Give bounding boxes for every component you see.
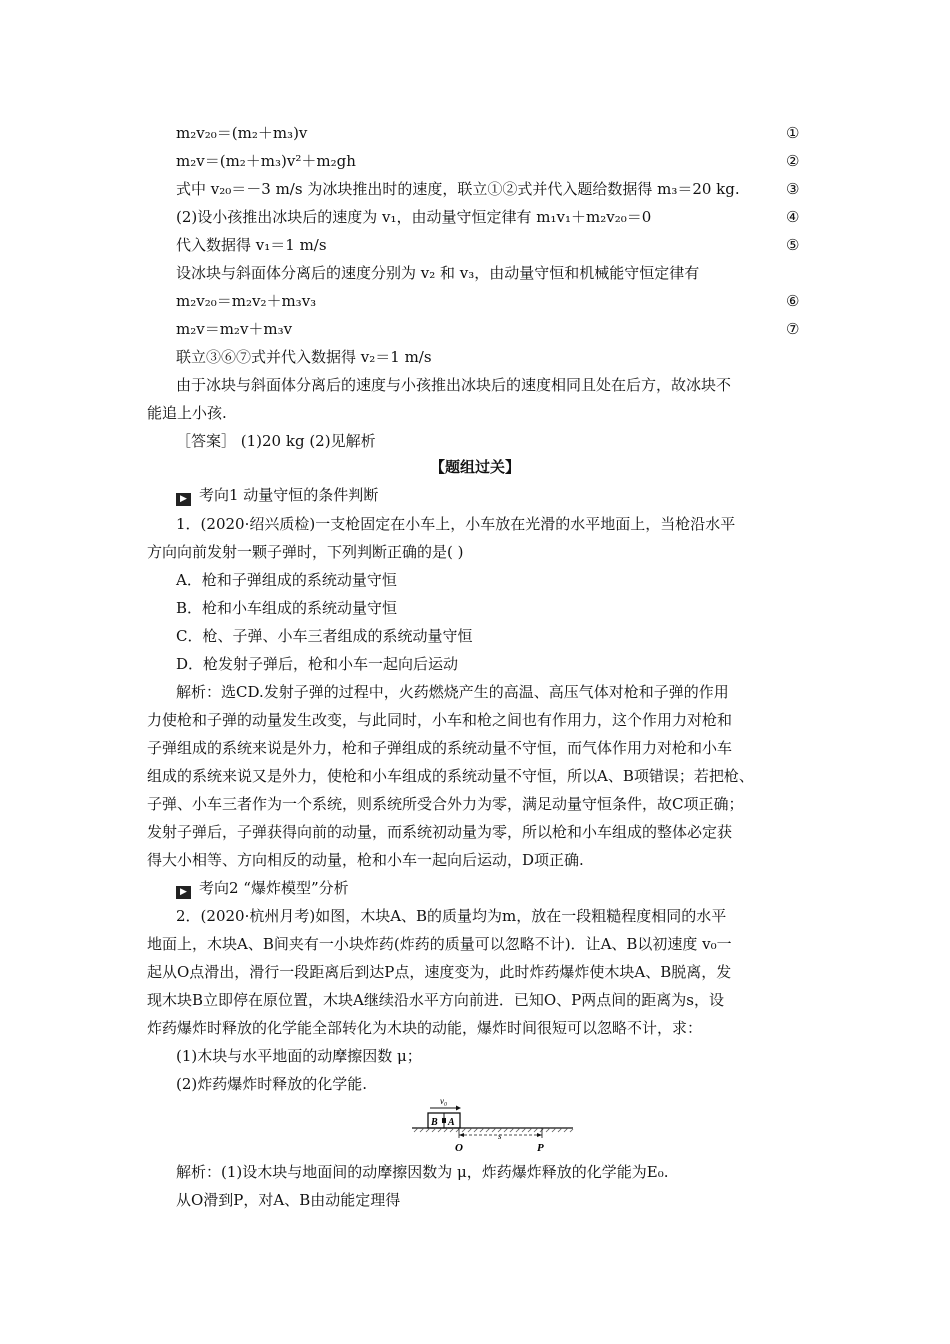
- block-a-label: A: [448, 1117, 455, 1128]
- q1-option-b: B．枪和小车组成的系统动量守恒: [176, 599, 398, 617]
- text-line-5: 代入数据得 v₁＝1 m/s: [176, 236, 327, 254]
- text-line-8: 联立③⑥⑦式并代入数据得 v₂＝1 m/s: [176, 348, 432, 366]
- kaoxiang-1-heading: [176, 485, 378, 506]
- section-title: 【题组过关】: [429, 458, 520, 476]
- q2-solution-line-1: 解析：(1)设木块与地面间的动摩擦因数为 μ，炸药爆炸释放的化学能为E₀.: [176, 1163, 669, 1181]
- q1-solution-line: 子弹、小车三者作为一个系统，则系统所受合外力为零，满足动量守恒条件，故C项正确；: [147, 795, 744, 813]
- q2-stem-line: 地面上，木块A、B间夹有一小块炸药(炸药的质量可以忽略不计)．让A、B以初速度 v₀一: [147, 935, 732, 953]
- text-line-3: 式中 v₂₀＝－3 m/s 为冰块推出时的速度，联立①②式并代入题给数据得 m₃＝20 kg.: [176, 180, 740, 198]
- kaoxiang-2-heading: [176, 878, 349, 899]
- q1-solution-line: 子弹组成的系统来说是外力，枪和子弹组成的系统动量不守恒，而气体作用力对枪和小车: [147, 739, 733, 757]
- q2-stem-line: 炸药爆炸时释放的化学能全部转化为木块的动能，爆炸时间很短可以忽略不计，求：: [147, 1019, 703, 1037]
- distance-arrow-right: [537, 1133, 542, 1137]
- q1-solution-line: 发射子弹后，子弹获得向前的动量，而系统初动量为零，所以枪和小车组成的整体必定获: [147, 823, 733, 841]
- distance-s-label: s: [498, 1131, 502, 1141]
- answer-line: ［答案］ (1)20 kg (2)见解析: [176, 432, 376, 450]
- q1-option-d: D．枪发射子弹后，枪和小车一起向后运动: [176, 655, 459, 673]
- blocks-on-ground-figure: [410, 1093, 575, 1155]
- q2-stem-line: 2．(2020·杭州月考)如图，木块A、B的质量均为m，放在一段粗糙程度相同的水平: [176, 907, 727, 925]
- kaoxiang-2-title: 考向2 “爆炸模型”分析: [199, 879, 349, 897]
- text-line-9b: 能追上小孩.: [147, 404, 227, 422]
- distance-arrow-left: [459, 1133, 464, 1137]
- equation-2: m₂v＝(m₂＋m₃)v²＋m₂gh: [176, 152, 356, 170]
- q2-solution-line-2: 从O滑到P，对A、B由动能定理得: [176, 1191, 401, 1209]
- equation-4-number: ④: [786, 208, 800, 226]
- text-line-6: 设冰块与斜面体分离后的速度分别为 v₂ 和 v₃，由动量守恒和机械能守恒定律有: [176, 264, 700, 282]
- q1-solution-line: 得大小相等、方向相反的动量，枪和小车一起向后运动，D项正确.: [147, 851, 584, 869]
- play-icon: ▶: [176, 493, 191, 506]
- q2-stem-line: 起从O点滑出，滑行一段距离后到达P点，速度变为，此时炸药爆炸使木块A、B脱离，发: [147, 963, 732, 981]
- play-icon: ▶: [176, 886, 191, 899]
- q1-option-c: C．枪、子弹、小车三者组成的系统动量守恒: [176, 627, 473, 645]
- point-o-label: O: [455, 1142, 463, 1154]
- q1-solution-line: 力使枪和子弹的动量发生改变，与此同时，小车和枪之间也有作用力，这个作用力对枪和: [147, 711, 733, 729]
- q2-stem-line: 现木块B立即停在原位置，木块A继续沿水平方向前进．已知O、P两点间的距离为s，设: [147, 991, 724, 1009]
- q1-stem-a: 1．(2020·绍兴质检)一支枪固定在小车上，小车放在光滑的水平地面上，当枪沿水平: [176, 515, 736, 533]
- figure-v0-label: v₀: [440, 1096, 448, 1106]
- q1-option-a: A．枪和子弹组成的系统动量守恒: [176, 571, 397, 589]
- text-line-9a: 由于冰块与斜面体分离后的速度与小孩推出冰块后的速度相同且处在后方，故冰块不: [176, 376, 732, 394]
- equation-5-number: ⑤: [786, 236, 800, 254]
- explosive-mark: [442, 1118, 446, 1123]
- kaoxiang-1-title: 考向1 动量守恒的条件判断: [199, 486, 379, 504]
- equation-6-number: ⑥: [786, 292, 800, 310]
- q2-subquestion-2: (2)炸药爆炸时释放的化学能.: [176, 1075, 368, 1093]
- equation-7: m₂v＝m₂v＋m₃v: [176, 320, 293, 338]
- q1-solution-line: 组成的系统来说又是外力，使枪和小车组成的系统动量不守恒，所以A、B项错误；若把枪、: [147, 767, 754, 785]
- point-p-label: P: [537, 1142, 544, 1154]
- equation-6: m₂v₂₀＝m₂v₂＋m₃v₃: [176, 292, 317, 310]
- equation-7-number: ⑦: [786, 320, 800, 338]
- block-b-label: B: [431, 1117, 438, 1128]
- q2-subquestion-1: (1)木块与水平地面的动摩擦因数 μ；: [176, 1047, 422, 1065]
- q1-stem-b: 方向向前发射一颗子弹时，下列判断正确的是( ): [147, 543, 464, 561]
- equation-3-number: ③: [786, 180, 800, 198]
- equation-1-number: ①: [786, 124, 800, 142]
- text-line-4: (2)设小孩推出冰块后的速度为 v₁，由动量守恒定律有 m₁v₁＋m₂v₂₀＝0: [176, 208, 652, 226]
- equation-1: m₂v₂₀＝(m₂＋m₃)v: [176, 124, 308, 142]
- equation-2-number: ②: [786, 152, 800, 170]
- q1-solution-line: 解析：选CD.发射子弹的过程中，火药燃烧产生的高温、高压气体对枪和子弹的作用: [176, 683, 729, 701]
- velocity-arrowhead: [456, 1106, 461, 1111]
